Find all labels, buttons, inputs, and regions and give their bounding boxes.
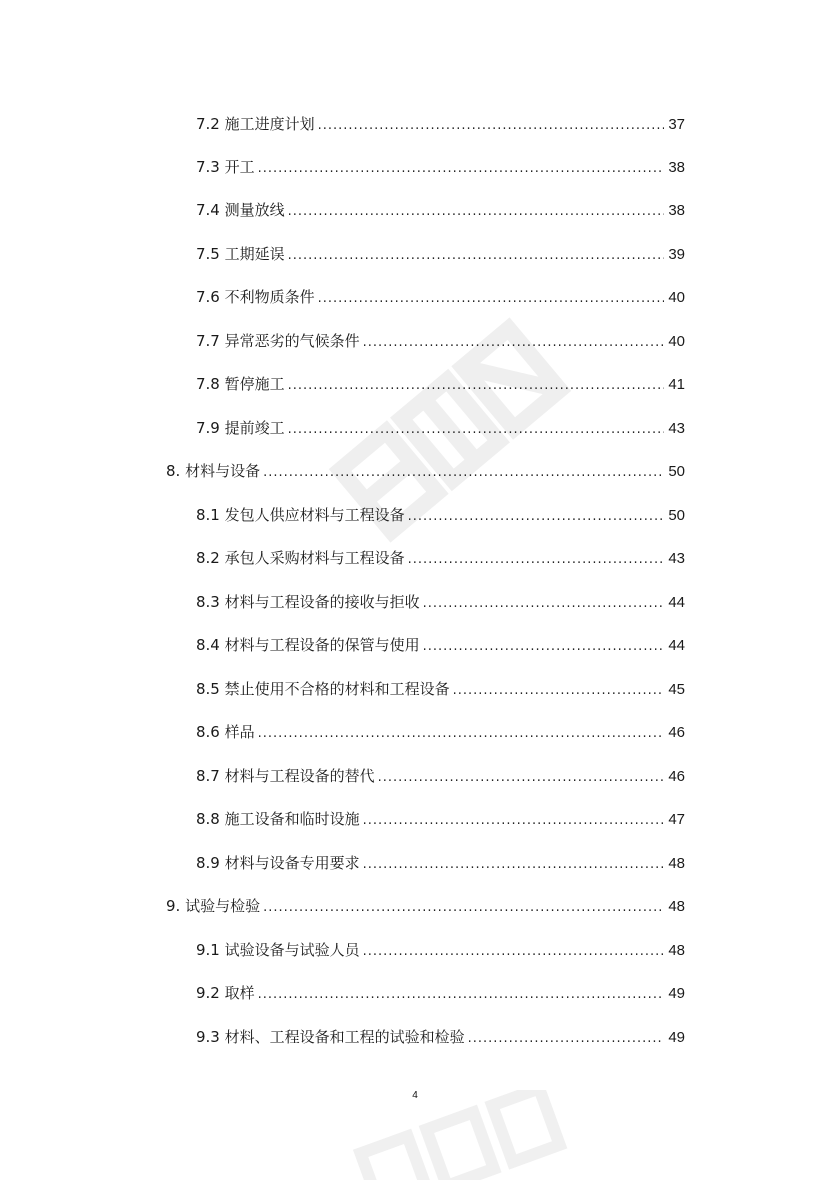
toc-dot-leader <box>258 722 664 746</box>
toc-dot-leader <box>423 635 664 659</box>
toc-entry[interactable] <box>0 1025 830 1049</box>
toc-dot-leader <box>408 505 664 529</box>
toc-entry-title: 9.3 材料、工程设备和工程的试验和检验 <box>196 1028 465 1046</box>
toc-entry-page: 43 <box>668 550 685 567</box>
toc-dot-leader <box>363 331 664 355</box>
toc-entry-page: 38 <box>668 159 685 176</box>
toc-entry-page: 45 <box>668 681 685 698</box>
toc-entry[interactable] <box>0 894 830 918</box>
toc-entry-title: 8. 材料与设备 <box>166 462 261 480</box>
toc-entry-title: 8.2 承包人采购材料与工程设备 <box>196 549 405 567</box>
toc-entry-title: 8.3 材料与工程设备的接收与拒收 <box>196 593 420 611</box>
toc-entry-title: 8.9 材料与设备专用要求 <box>196 854 360 872</box>
toc-entry-page: 46 <box>668 768 685 785</box>
toc-entry[interactable] <box>0 851 830 875</box>
toc-entry-page: 38 <box>668 202 685 219</box>
toc-entry-title: 7.7 异常恶劣的气候条件 <box>196 332 360 350</box>
page-number: 4 <box>412 1090 418 1101</box>
toc-entry-title: 9.1 试验设备与试验人员 <box>196 941 360 959</box>
toc-dot-leader <box>288 418 664 442</box>
toc-entry[interactable] <box>0 285 830 309</box>
toc-entry-page: 39 <box>668 246 685 263</box>
toc-entry[interactable] <box>0 503 830 527</box>
toc-entry-title: 7.8 暂停施工 <box>196 375 285 393</box>
toc-entry-page: 44 <box>668 637 685 654</box>
toc-dot-leader <box>453 679 664 703</box>
toc-entry[interactable] <box>0 372 830 396</box>
toc-entry-page: 49 <box>668 985 685 1002</box>
toc-entry-title: 7.9 提前竣工 <box>196 419 285 437</box>
toc-dot-leader <box>263 896 664 920</box>
toc-entry-page: 46 <box>668 724 685 741</box>
toc-entry[interactable] <box>0 720 830 744</box>
toc-entry-title: 8.1 发包人供应材料与工程设备 <box>196 506 405 524</box>
toc-entry-page: 43 <box>668 420 685 437</box>
toc-dot-leader <box>258 983 664 1007</box>
toc-entry-page: 40 <box>668 333 685 350</box>
toc-entry[interactable] <box>0 807 830 831</box>
toc-entry-title: 7.4 测量放线 <box>196 201 285 219</box>
toc-entry[interactable] <box>0 938 830 962</box>
toc-entry[interactable] <box>0 155 830 179</box>
toc-entry[interactable] <box>0 112 830 136</box>
toc-dot-leader <box>423 592 664 616</box>
toc-entry-title: 7.5 工期延误 <box>196 245 285 263</box>
toc-dot-leader <box>258 157 664 181</box>
toc-dot-leader <box>263 461 664 485</box>
toc-entry-page: 48 <box>668 855 685 872</box>
toc-dot-leader <box>408 548 664 572</box>
toc-entry-title: 8.6 样品 <box>196 723 255 741</box>
toc-dot-leader <box>318 114 664 138</box>
toc-entry-title: 9. 试验与检验 <box>166 897 261 915</box>
toc-entry[interactable] <box>0 633 830 657</box>
toc-dot-leader <box>288 200 664 224</box>
toc-dot-leader <box>468 1027 664 1051</box>
toc-entry-title: 9.2 取样 <box>196 984 255 1002</box>
toc-entry[interactable] <box>0 416 830 440</box>
toc-entry-page: 49 <box>668 1029 685 1046</box>
toc-entry[interactable] <box>0 329 830 353</box>
toc-entry-title: 8.8 施工设备和临时设施 <box>196 810 360 828</box>
toc-entry[interactable] <box>0 546 830 570</box>
toc-entry-page: 37 <box>668 116 685 133</box>
toc-entry-page: 47 <box>668 811 685 828</box>
toc-entry-page: 50 <box>668 463 685 480</box>
toc-dot-leader <box>378 766 664 790</box>
toc-entry[interactable] <box>0 677 830 701</box>
toc-dot-leader <box>318 287 664 311</box>
toc-entry-title: 8.7 材料与工程设备的替代 <box>196 767 375 785</box>
toc-dot-leader <box>363 940 664 964</box>
toc-dot-leader <box>363 853 664 877</box>
toc-entry-page: 44 <box>668 594 685 611</box>
toc-entry-page: 48 <box>668 942 685 959</box>
toc-entry-title: 7.3 开工 <box>196 158 255 176</box>
toc-entry[interactable] <box>0 459 830 483</box>
toc-entry-page: 48 <box>668 898 685 915</box>
watermark-logo-bottom <box>340 1090 570 1180</box>
toc-entry[interactable] <box>0 981 830 1005</box>
toc-entry-title: 8.4 材料与工程设备的保管与使用 <box>196 636 420 654</box>
toc-entry[interactable] <box>0 198 830 222</box>
toc-dot-leader <box>363 809 664 833</box>
toc-entry-page: 41 <box>668 376 685 393</box>
toc-entry[interactable] <box>0 590 830 614</box>
toc-entry-page: 40 <box>668 289 685 306</box>
toc-entry-page: 50 <box>668 507 685 524</box>
toc-entry[interactable] <box>0 242 830 266</box>
toc-entry-title: 7.6 不利物质条件 <box>196 288 315 306</box>
toc-dot-leader <box>288 244 664 268</box>
toc-entry-title: 8.5 禁止使用不合格的材料和工程设备 <box>196 680 450 698</box>
toc-entry[interactable] <box>0 764 830 788</box>
toc-entry-title: 7.2 施工进度计划 <box>196 115 315 133</box>
toc-dot-leader <box>288 374 664 398</box>
